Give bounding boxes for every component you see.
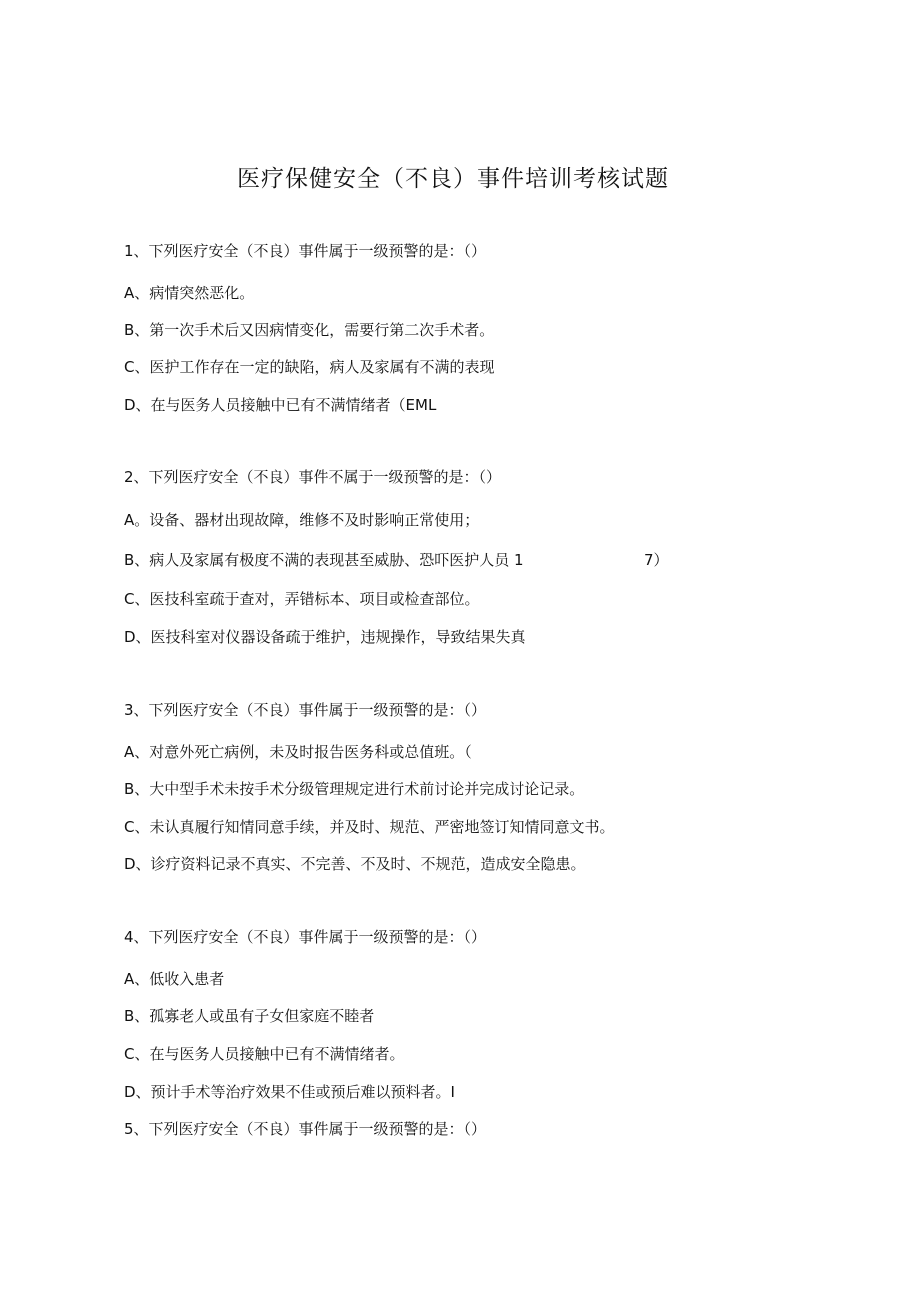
question-1-option-a: A、病情突然恶化。 — [124, 284, 255, 302]
question-2-option-b: B、病人及家属有极度不满的表现甚至威胁、恐吓医护人员 1 — [124, 551, 524, 569]
question-3-option-a: A、对意外死亡病例，未及时报告医务科或总值班。（ — [124, 743, 472, 761]
question-3-option-d: D、诊疗资料记录不真实、不完善、不及时、不规范，造成安全隐患。 — [124, 855, 586, 873]
question-1-option-d: D、在与医务人员接触中已有不满情绪者（EML — [124, 396, 437, 414]
question-2-option-b-trailing: 7） — [644, 551, 669, 569]
question-2-option-a: A。设备、器材出现故障，维修不及时影响正常使用； — [124, 511, 480, 529]
question-2-stem: 2、下列医疗安全（不良）事件不属于一级预警的是：（） — [124, 468, 502, 486]
question-1-option-c: C、医护工作存在一定的缺陷，病人及家属有不满的表现 — [124, 358, 495, 376]
question-4-stem: 4、下列医疗安全（不良）事件属于一级预警的是：（） — [124, 928, 487, 946]
question-3-option-c: C、未认真履行知情同意手续，并及时、规范、严密地签订知情同意文书。 — [124, 818, 615, 836]
question-3-stem: 3、下列医疗安全（不良）事件属于一级预警的是：（） — [124, 701, 487, 719]
question-5-stem: 5、下列医疗安全（不良）事件属于一级预警的是：（） — [124, 1120, 487, 1138]
question-4-option-d: D、预计手术等治疗效果不佳或预后难以预料者。I — [124, 1083, 455, 1101]
question-3-option-b: B、大中型手术未按手术分级管理规定进行术前讨论并完成讨论记录。 — [124, 780, 585, 798]
question-1-option-b: B、第一次手术后又因病情变化，需要行第二次手术者。 — [124, 321, 495, 339]
question-4-option-b: B、孤寡老人或虽有子女但家庭不睦者 — [124, 1007, 375, 1025]
question-2-option-d: D、医技科室对仪器设备疏于维护，违规操作，导致结果失真 — [124, 628, 526, 646]
page-title: 医疗保健安全（不良）事件培训考核试题 — [237, 166, 669, 192]
question-1-stem: 1、下列医疗安全（不良）事件属于一级预警的是：（） — [124, 242, 487, 260]
question-4-option-a: A、低收入患者 — [124, 970, 225, 988]
question-4-option-c: C、在与医务人员接触中已有不满情绪者。 — [124, 1045, 405, 1063]
question-2-option-c: C、医技科室疏于查对，弄错标本、项目或检查部位。 — [124, 590, 480, 608]
